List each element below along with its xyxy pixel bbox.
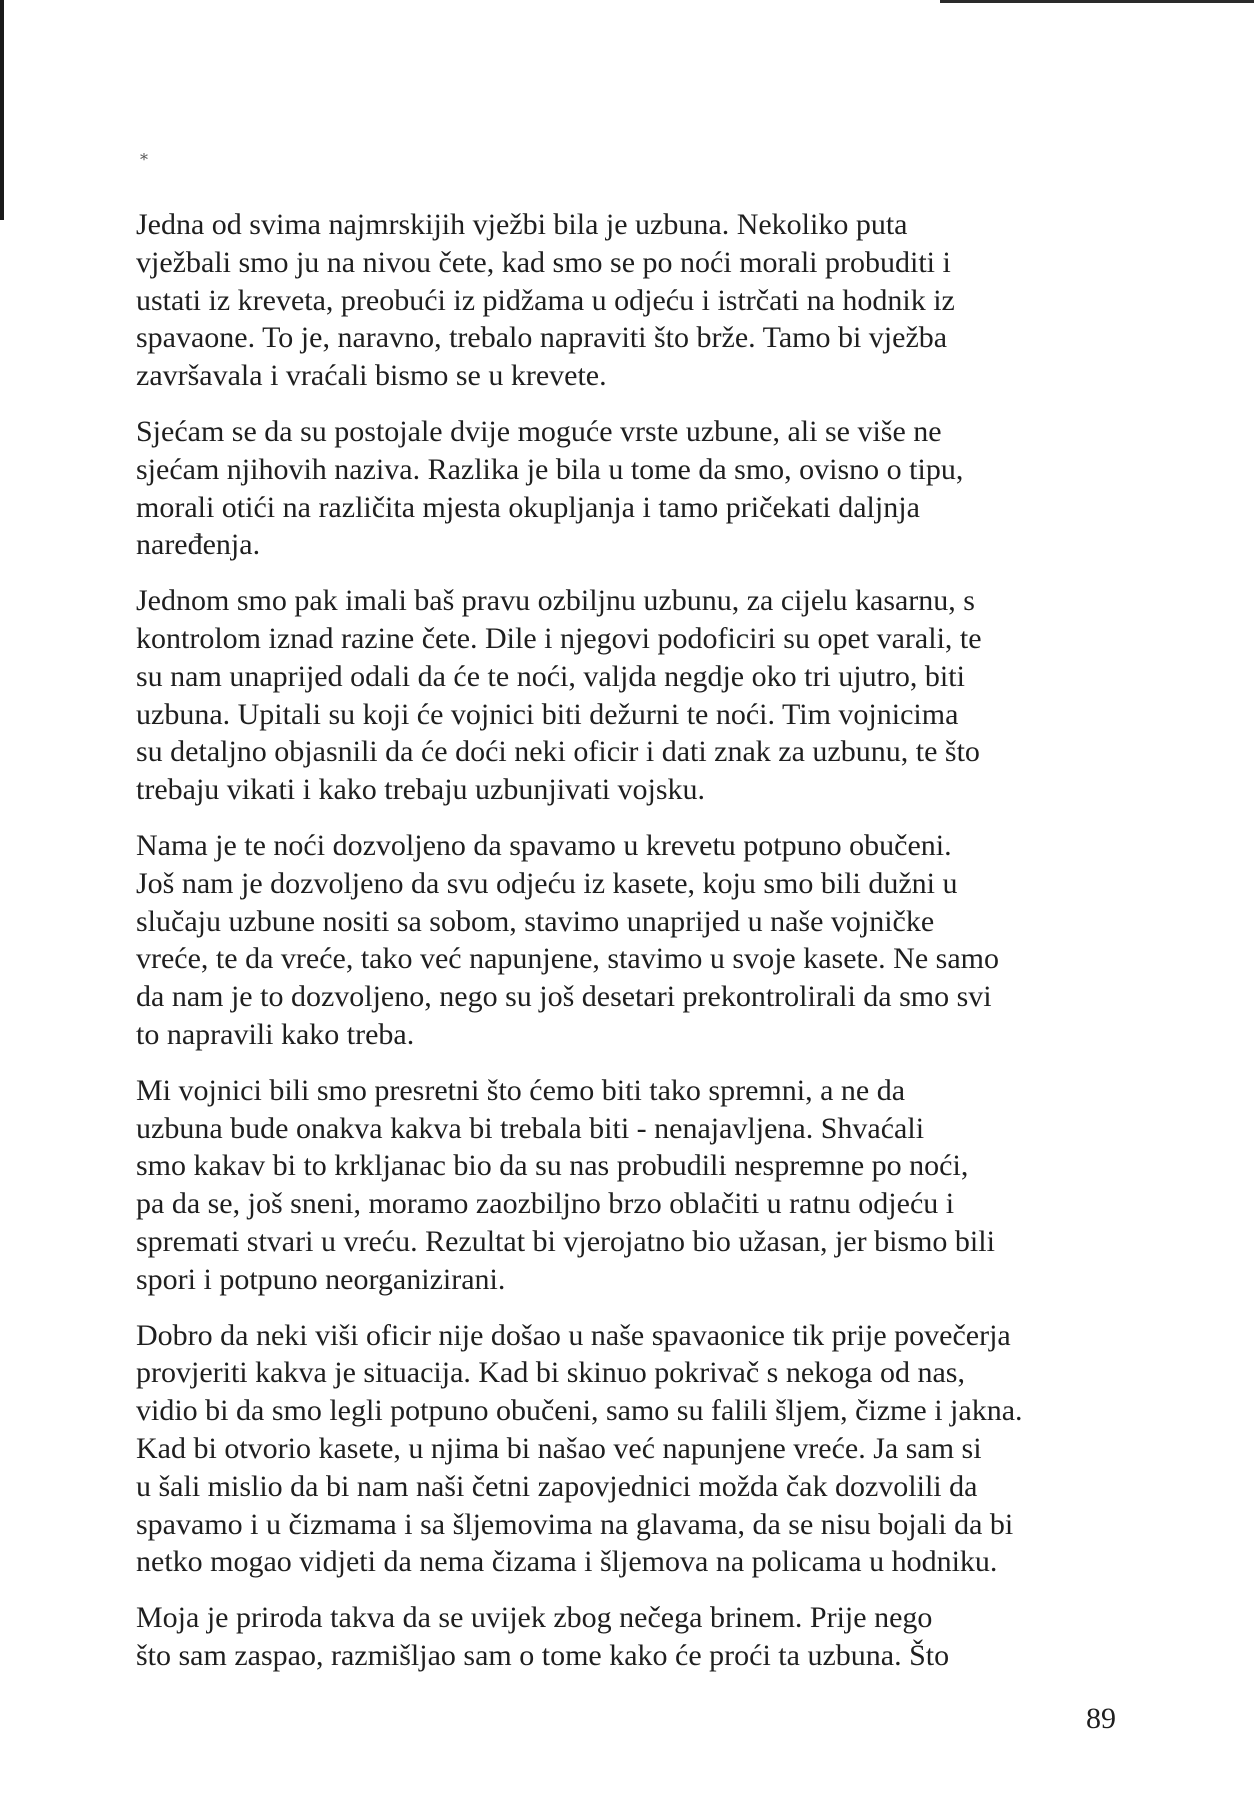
text-line: Još nam je dozvoljeno da svu odjeću iz kasete, koju smo bili dužni u xyxy=(136,866,958,900)
text-line: spori i potpuno neorganizirani. xyxy=(136,1262,506,1296)
paragraph xyxy=(136,1072,1126,1299)
text-line: smo kakav bi to krkljanac bio da su nas probudili nespremne po noći, xyxy=(136,1149,969,1183)
text-line: da nam je to dozvoljeno, nego su još desetari prekontrolirali da smo svi xyxy=(136,980,992,1014)
text-line: to napravili kako treba. xyxy=(136,1017,415,1051)
text-line: Dobro da neki viši oficir nije došao u naše spavaonice tik prije povečerja xyxy=(136,1318,1011,1352)
text-line: kontrolom iznad razine čete. Dile i njegovi podoficiri su opet varali, te xyxy=(136,621,982,655)
text-line: Jedna od svima najmrskijih vježbi bila je uzbuna. Nekoliko puta xyxy=(136,208,908,241)
scan-edge-top xyxy=(940,0,1254,3)
text-line: su nam unaprijed odali da će te noći, valjda negdje oko tri ujutro, biti xyxy=(136,659,965,693)
text-line: Nama je te noći dozvoljeno da spavamo u krevetu potpuno obučeni. xyxy=(136,828,952,862)
text-line: provjeriti kakva je situacija. Kad bi skinuo pokrivač s nekoga od nas, xyxy=(136,1356,965,1390)
page-number: 89 xyxy=(1086,1702,1116,1735)
text-line: sjećam njihovih naziva. Razlika je bila u tome da smo, ovisno o tipu, xyxy=(136,452,964,486)
text-line: su detaljno objasnili da će doći neki oficir i dati znak za uzbunu, te što xyxy=(136,735,980,769)
paragraph xyxy=(136,582,1126,809)
text-line: spremati stvari u vreću. Rezultat bi vjerojatno bio užasan, jer bismo bili xyxy=(136,1224,995,1258)
paragraph xyxy=(136,1317,1126,1582)
text-line: Jednom smo pak imali baš pravu ozbiljnu uzbunu, za cijelu kasarnu, s xyxy=(136,584,975,618)
text-line: vidio bi da smo legli potpuno obučeni, samo su falili šljem, čizme i jakna. xyxy=(136,1394,1023,1428)
text-line: slučaju uzbune nositi sa sobom, stavimo unaprijed u naše vojničke xyxy=(136,904,935,938)
text-line: Moja je priroda takva da se uvijek zbog nečega brinem. Prije nego xyxy=(136,1601,933,1635)
section-separator: * xyxy=(140,150,148,169)
text-line: spavaone. To je, naravno, trebalo napraviti što brže. Tamo bi vježba xyxy=(136,321,948,355)
text-line: vreće, te da vreće, tako već napunjene, stavimo u svoje kasete. Ne samo xyxy=(136,942,999,976)
body-text xyxy=(136,206,1126,1693)
text-line: trebaju vikati i kako trebaju uzbunjivati vojsku. xyxy=(136,773,706,807)
text-line: pa da se, još sneni, moramo zaozbiljno brzo oblačiti u ratnu odjeću i xyxy=(136,1187,955,1221)
text-line: uzbuna. Upitali su koji će vojnici biti dežurni te noći. Tim vojnicima xyxy=(136,697,959,731)
paragraph xyxy=(136,413,1126,564)
text-line: završavala i vraćali bismo se u krevete. xyxy=(136,359,607,393)
text-line: Kad bi otvorio kasete, u njima bi našao već napunjene vreće. Ja sam si xyxy=(136,1431,982,1465)
text-line: morali otići na različita mjesta okupljanja i tamo pričekati daljnja xyxy=(136,490,920,524)
text-line: u šali mislio da bi nam naši četni zapovjednici možda čak dozvolili da xyxy=(136,1469,978,1503)
paragraph xyxy=(136,827,1126,1054)
text-line: vježbali smo ju na nivou čete, kad smo se po noći morali probuditi i xyxy=(136,245,951,279)
scan-edge-left xyxy=(0,0,4,220)
text-line: spavamo i u čizmama i sa šljemovima na glavama, da se nisu bojali da bi xyxy=(136,1507,1014,1541)
text-line: Mi vojnici bili smo presretni što ćemo biti tako spremni, a ne da xyxy=(136,1073,906,1107)
paragraph xyxy=(136,1599,1126,1675)
text-line: netko mogao vidjeti da nema čizama i šljemova na policama u hodniku. xyxy=(136,1545,998,1579)
text-line: ustati iz kreveta, preobući iz pidžama u odjeću i istrčati na hodnik iz xyxy=(136,283,955,317)
text-line: uzbuna bude onakva kakva bi trebala biti - nenajavljena. Shvaćali xyxy=(136,1111,925,1145)
text-line: naređenja. xyxy=(136,528,261,562)
text-line: što sam zaspao, razmišljao sam o tome kako će proći ta uzbuna. Što xyxy=(136,1638,950,1672)
paragraph xyxy=(136,206,1126,395)
text-line: Sjećam se da su postojale dvije moguće vrste uzbune, ali se više ne xyxy=(136,414,942,448)
